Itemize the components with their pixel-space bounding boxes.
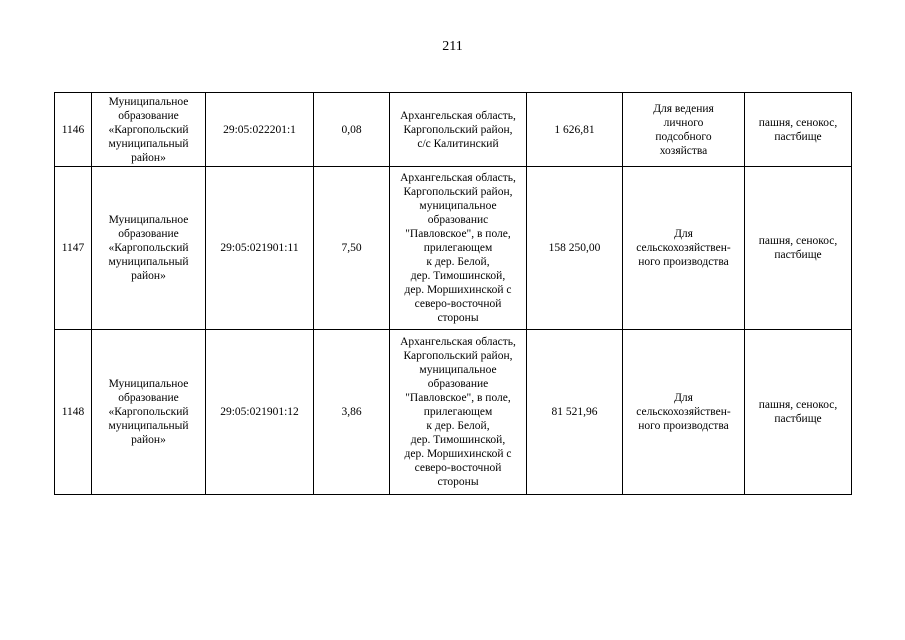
cell-purpose: Для сельскохозяйствен- ного производства bbox=[623, 330, 745, 495]
cell-cadastral-value: 81 521,96 bbox=[527, 330, 623, 495]
cell-area: 7,50 bbox=[314, 167, 390, 330]
cell-row-number: 1147 bbox=[55, 167, 92, 330]
cell-cadastral-value: 158 250,00 bbox=[527, 167, 623, 330]
cell-purpose: Для сельскохозяйствен- ного производства bbox=[623, 167, 745, 330]
cell-cadastral-number: 29:05:021901:12 bbox=[206, 330, 314, 495]
table-row bbox=[55, 330, 852, 495]
cell-area: 3,86 bbox=[314, 330, 390, 495]
cell-usage: пашня, сенокос, пастбище bbox=[745, 167, 852, 330]
cell-location: Архангельская область, Каргопольский район, муниципальное образование "Павловское", в поле, прилегающем к дер. Белой, дер. Тимошинской, дер. Моршихинской с северо-восточной стороны bbox=[390, 330, 527, 495]
cell-area: 0,08 bbox=[314, 93, 390, 167]
cell-purpose: Для ведения личного подсобного хозяйства bbox=[623, 93, 745, 167]
cell-location: Архангельская область, Каргопольский район, с/с Калитинский bbox=[390, 93, 527, 167]
cell-usage: пашня, сенокос, пастбище bbox=[745, 93, 852, 167]
cell-usage: пашня, сенокос, пастбище bbox=[745, 330, 852, 495]
cell-owner: Муниципальное образование «Каргопольский муниципальный район» bbox=[92, 167, 206, 330]
cell-row-number: 1146 bbox=[55, 93, 92, 167]
cell-owner: Муниципальное образование «Каргопольский муниципальный район» bbox=[92, 93, 206, 167]
cell-owner: Муниципальное образование «Каргопольский муниципальный район» bbox=[92, 330, 206, 495]
cell-cadastral-number: 29:05:021901:11 bbox=[206, 167, 314, 330]
cell-row-number: 1148 bbox=[55, 330, 92, 495]
land-registry-table bbox=[54, 92, 852, 495]
table-row bbox=[55, 167, 852, 330]
cell-cadastral-number: 29:05:022201:1 bbox=[206, 93, 314, 167]
cell-cadastral-value: 1 626,81 bbox=[527, 93, 623, 167]
page-number: 211 bbox=[442, 39, 463, 54]
table-row bbox=[55, 93, 852, 167]
cell-location: Архангельская область, Каргопольский район, муниципальное образованис "Павловское", в поле, прилегающем к дер. Белой, дер. Тимошинской, дер. Моршихинской с северо-восточной стороны bbox=[390, 167, 527, 330]
